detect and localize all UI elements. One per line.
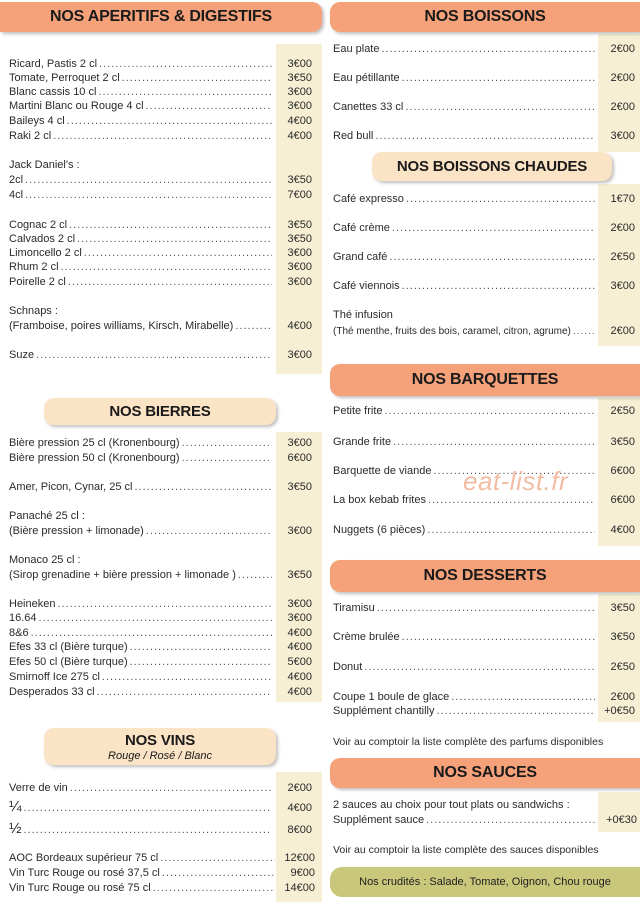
desserts-header — [330, 560, 640, 592]
menu-item: Desperados 33 cl ..... 4€00 — [9, 686, 312, 699]
menu-item: Heineken ..... 3€00 — [9, 598, 312, 611]
menu-item: Blanc cassis 10 cl ..... 3€00 — [9, 86, 312, 99]
price-strip — [598, 184, 640, 346]
menu-item: Bière pression 25 cl (Kronenbourg) ..... 3€00 — [9, 437, 312, 450]
menu-item: Rhum 2 cl ..... 3€00 — [9, 261, 312, 274]
menu-item: Red bull ..... 3€00 — [333, 130, 635, 143]
menu-item: ½ ..... 8€00 — [9, 822, 312, 837]
menu-item: Café crème ..... 2€00 — [333, 222, 635, 235]
menu-item: Vin Turc Rouge ou rosé 37,5 cl ..... 9€00 — [9, 867, 315, 880]
subheading: Schnaps : — [9, 305, 58, 317]
watermark: eat-list.fr — [463, 466, 569, 496]
menu-item: Martini Blanc ou Rouge 4 cl ..... 3€00 — [9, 100, 312, 113]
barquettes-header — [330, 364, 640, 396]
menu-item: Poirelle 2 cl ..... 3€00 — [9, 276, 312, 289]
menu-item: Grand café ..... 2€50 — [333, 251, 635, 264]
menu-item: Amer, Picon, Cynar, 25 cl ..... 3€50 — [9, 481, 312, 494]
menu-item: Efes 50 cl (Bière turque) ..... 5€00 — [9, 656, 312, 669]
menu-item: Supplément sauce ..... +0€30 — [333, 814, 637, 827]
desserts-note: Voir au comptoir la liste complète des parfums disponibles — [333, 736, 604, 748]
right-column — [330, 0, 640, 907]
bieres-header — [44, 398, 276, 425]
aperitifs-title: NOS APERITIFS & DIGESTIFS — [50, 8, 272, 25]
menu-item: 4cl ..... 7€00 — [9, 189, 312, 202]
sauces-line: 2 sauces au choix pour tout plats ou sandwichs : — [333, 799, 570, 811]
menu-item: (Framboise, poires williams, Kirsch, Mirabelle) ..... 4€00 — [9, 320, 312, 333]
menu-item: Bière pression 50 cl (Kronenbourg) ..... 6€00 — [9, 452, 312, 465]
menu-item: (Bière pression + limonade) ..... 3€00 — [9, 525, 312, 538]
vins-header — [44, 728, 276, 765]
menu-item: 8&6 ..... 4€00 — [9, 627, 312, 640]
menu-item: Café expresso ..... 1€70 — [333, 193, 635, 206]
menu-item: AOC Bordeaux supérieur 75 cl ..... 12€00 — [9, 852, 315, 865]
subheading: Panaché 25 cl : — [9, 510, 85, 522]
menu-item: 2cl ..... 3€50 — [9, 174, 312, 187]
menu-item: Raki 2 cl ..... 4€00 — [9, 130, 312, 143]
menu-item: Baileys 4 cl ..... 4€00 — [9, 115, 312, 128]
menu-item: Grande frite ..... 3€50 — [333, 436, 635, 449]
crudites-text: Nos crudités : Salade, Tomate, Oignon, Chou rouge — [359, 876, 611, 888]
menu-item: Canettes 33 cl ..... 2€00 — [333, 101, 635, 114]
menu-item: Vin Turc Rouge ou rosé 75 cl ..... 14€00 — [9, 882, 315, 895]
subheading: Monaco 25 cl : — [9, 554, 81, 566]
boissons-title: NOS BOISSONS — [424, 8, 546, 25]
menu-item: Tiramisu ..... 3€50 — [333, 602, 635, 615]
menu-item: Verre de vin ..... 2€00 — [9, 782, 312, 795]
menu-item: Crème brulée ..... 3€50 — [333, 631, 635, 644]
vins-title: NOS VINS — [124, 731, 196, 749]
chaudes-header — [372, 152, 612, 181]
barquettes-title: NOS BARQUETTES — [411, 371, 559, 388]
menu-item: (Thé menthe, fruits des bois, caramel, citron, agrume) ..... 2€00 — [333, 325, 635, 338]
menu-item: Limoncello 2 cl ..... 3€00 — [9, 247, 312, 260]
menu-item: Efes 33 cl (Bière turque) ..... 4€00 — [9, 641, 312, 654]
crudites-banner — [330, 867, 640, 897]
desserts-title: NOS DESSERTS — [423, 567, 547, 584]
menu-item: La box kebab frites ..... 6€00 — [333, 494, 635, 507]
menu-item: Ricard, Pastis 2 cl ..... 3€00 — [9, 58, 312, 71]
menu-item: Coupe 1 boule de glace ..... 2€00 — [333, 691, 635, 704]
menu-item: (Sirop grenadine + bière pression + limonade ) ..... 3€50 — [9, 569, 312, 582]
menu-item: Suze ..... 3€00 — [9, 349, 312, 362]
menu-item: Tomate, Perroquet 2 cl ..... 3€50 — [9, 72, 312, 85]
bieres-title: NOS BIERRES — [109, 403, 211, 420]
menu-item: Cognac 2 cl ..... 3€50 — [9, 219, 312, 232]
menu-item: Café viennois ..... 3€00 — [333, 280, 635, 293]
menu-item: 16.64 ..... 3€00 — [9, 612, 312, 625]
menu-item: ¼ ..... 4€00 — [9, 800, 312, 815]
menu-item: Nuggets (6 pièces) ..... 4€00 — [333, 524, 635, 537]
menu-item: Eau pétillante ..... 2€00 — [333, 72, 635, 85]
sauces-title: NOS SAUCES — [433, 764, 537, 781]
menu-item: Donut ..... 2€50 — [333, 661, 635, 674]
menu-item: Calvados 2 cl ..... 3€50 — [9, 233, 312, 246]
sauces-note: Voir au comptoir la liste complète des sauces disponibles — [333, 844, 599, 856]
menu-item: Smirnoff Ice 275 cl ..... 4€00 — [9, 671, 312, 684]
menu-item: Supplément chantilly ..... +0€50 — [333, 705, 635, 718]
subheading: Thé infusion — [333, 309, 393, 321]
boissons-header — [330, 2, 640, 32]
sauces-header — [330, 758, 640, 788]
chaudes-title: NOS BOISSONS CHAUDES — [396, 158, 588, 175]
subheading: Jack Daniel's : — [9, 159, 80, 171]
aperitifs-header — [0, 2, 322, 32]
menu-item: Eau plate ..... 2€00 — [333, 43, 635, 56]
menu-item: Barquette de viande ..... 6€00 — [333, 465, 635, 478]
vins-subtitle: Rouge / Rosé / Blanc — [108, 749, 212, 762]
menu-item: Petite frite ..... 2€50 — [333, 405, 635, 418]
